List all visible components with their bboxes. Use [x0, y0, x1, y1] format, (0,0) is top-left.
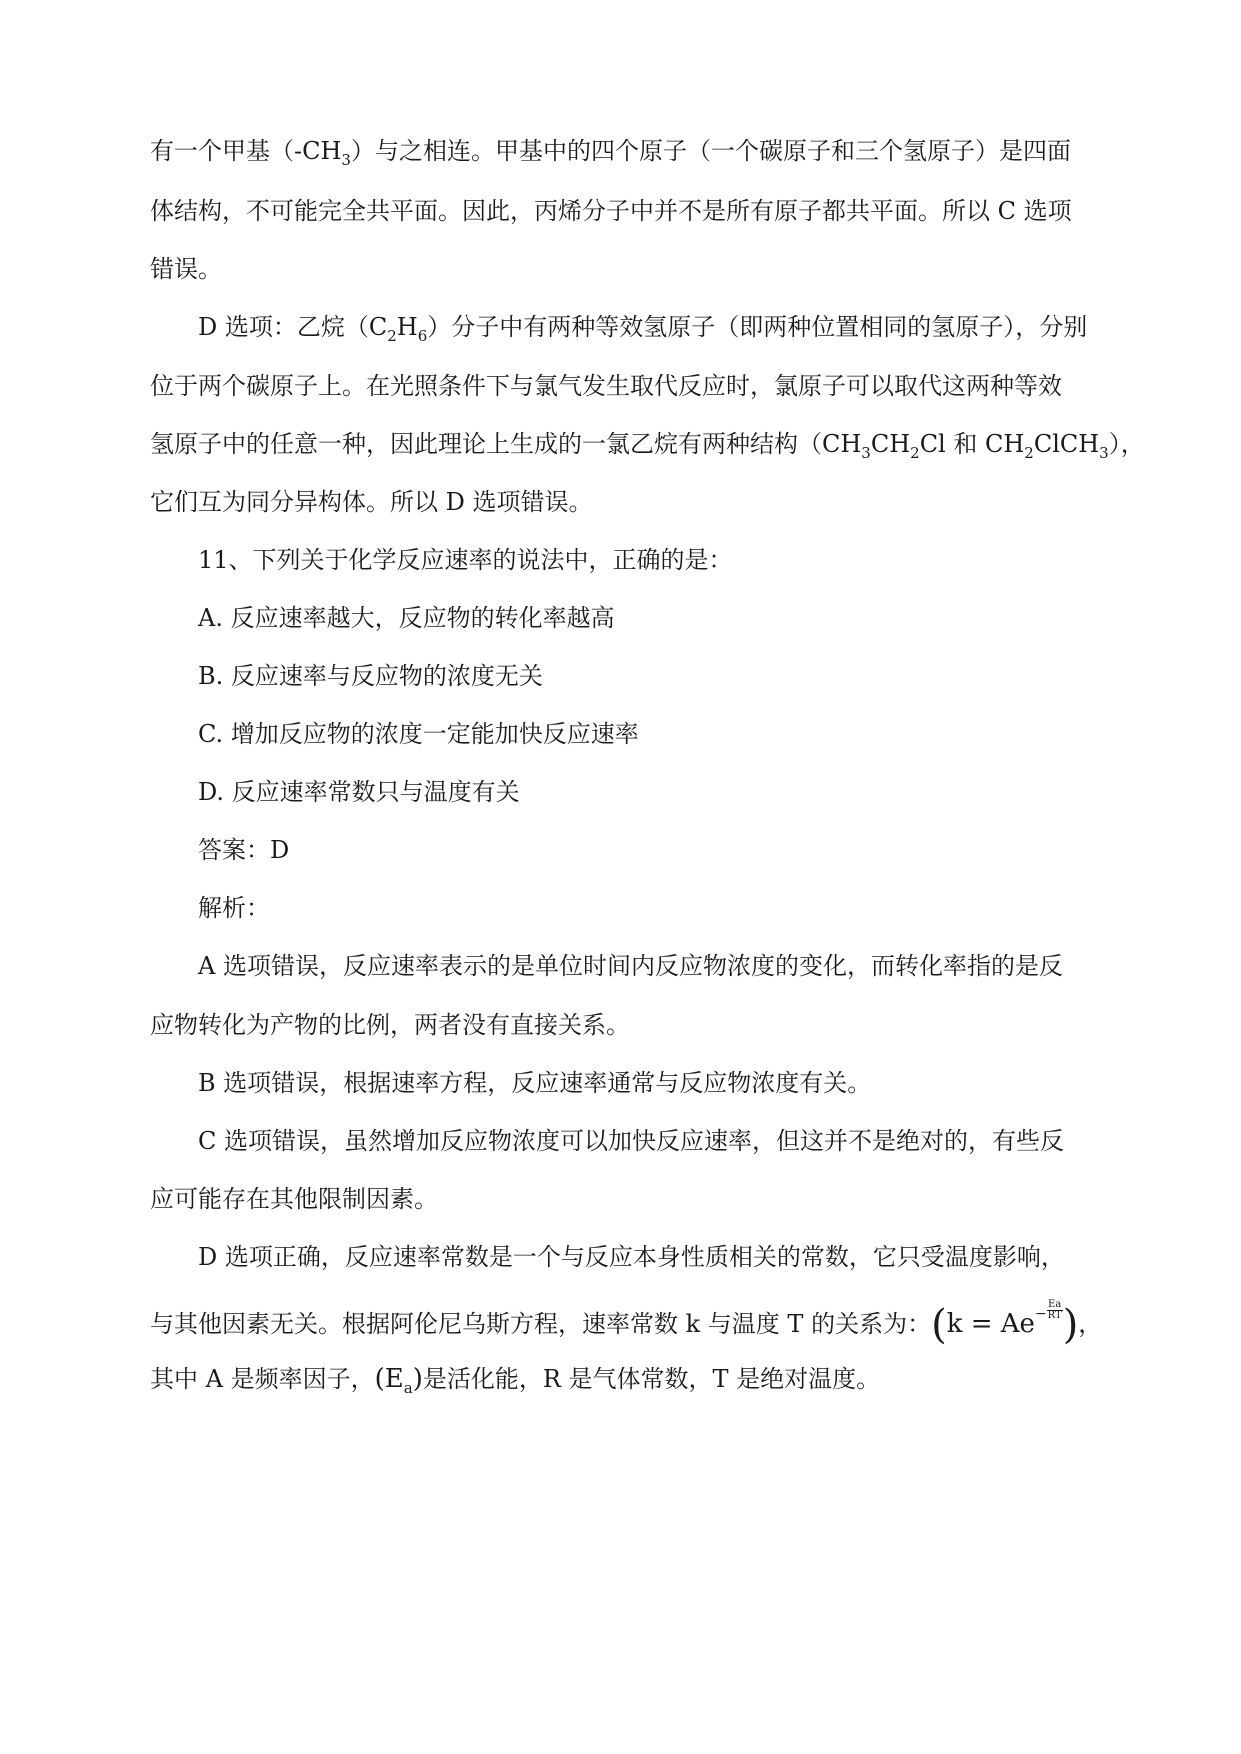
analysis-c-line-2: 应可能存在其他限制因素。: [150, 1185, 438, 1213]
para-d-line-2: 位于两个碳原子上。在光照条件下与氯气发生取代反应时，氯原子可以取代这两种等效: [150, 372, 1062, 400]
para-d-line-4: 它们互为同分异构体。所以 D 选项错误。: [150, 488, 593, 516]
analysis-a-line-2: 应物转化为产物的比例，两者没有直接关系。: [150, 1011, 630, 1039]
analysis-d-line-1: D 选项正确，反应速率常数是一个与反应本身性质相关的常数，它只受温度影响，: [198, 1243, 1065, 1271]
analysis-label: 解析：: [198, 894, 270, 922]
answer: 答案：D: [198, 836, 290, 864]
option-b: B. 反应速率与反应物的浓度无关: [198, 662, 543, 690]
activation-energy-symbol: $(E_a)$: [374, 1364, 423, 1397]
analysis-c-line-1: C 选项错误，虽然增加反应物浓度可以加快反应速率，但这并不是绝对的，有些反: [198, 1127, 1064, 1155]
para-c-line-3: 错误。: [150, 255, 222, 283]
para-c-line-1: 有一个甲基$(-CH_3)$与之相连。甲基中的四个原子（一个碳原子和三个氢原子）是四面: [150, 137, 1071, 169]
para-d-line-3: 氢原子中的任意一种，因此理论上生成的一氯乙烷有两种结构（$CH_3CH_2Cl$ 和 $CH_2ClCH_3$），: [150, 430, 1145, 462]
exponent-fraction: $\frac{Ea}{RT}$: [1047, 1299, 1062, 1321]
option-c: C. 增加反应物的浓度一定能加快反应速率: [198, 720, 639, 748]
analysis-a-line-1: A 选项错误，反应速率表示的是单位时间内反应物浓度的变化，而转化率指的是反: [198, 952, 1063, 980]
arrhenius-formula: (k = Ae− $\frac{Ea}{RT}$ ): [931, 1299, 1079, 1348]
analysis-d-line-3: 其中 A 是频率因子，$(E_a)$是活化能，R 是气体常数，T 是绝对温度。: [150, 1364, 881, 1397]
para-c-line-2: 体结构，不可能完全共平面。因此，丙烯分子中并不是所有原子都共平面。所以 C 选项: [150, 197, 1072, 225]
option-a: A. 反应速率越大，反应物的转化率越高: [198, 604, 615, 632]
para-d-line-1: D 选项：乙烷$(C_2H_6)$分子中有两种等效氢原子（即两种位置相同的氢原子），分别: [198, 313, 1088, 345]
question-stem: 11、下列关于化学反应速率的说法中，正确的是：: [198, 546, 733, 574]
option-d: D. 反应速率常数只与温度有关: [198, 778, 520, 806]
analysis-d-line-2: 与其他因素无关。根据阿伦尼乌斯方程，速率常数 k 与温度 T 的关系为：(k = Ae− $\frac{Ea}{RT}$ )，: [150, 1299, 1103, 1348]
analysis-b-line-1: B 选项错误，根据速率方程，反应速率通常与反应物浓度有关。: [198, 1069, 872, 1097]
